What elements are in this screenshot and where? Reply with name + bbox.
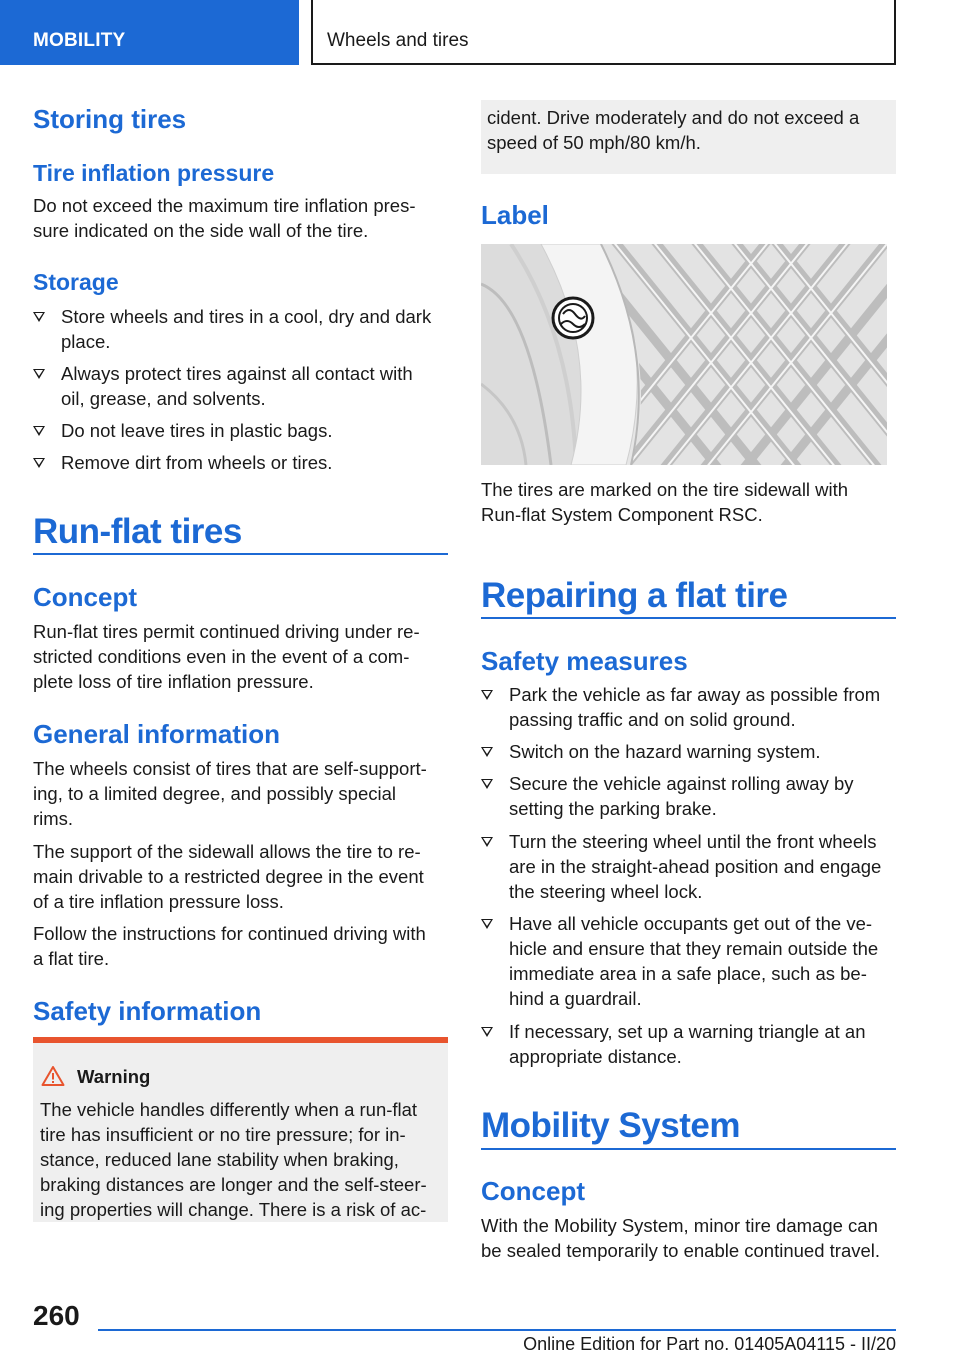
list-item <box>481 771 896 821</box>
concept-line: plete loss of tire inflation pressure. <box>33 671 314 692</box>
list-item-line: hind a guardrail. <box>509 988 642 1009</box>
list-item-line: hicle and ensure that they remain outside the <box>509 938 879 959</box>
concept-line: stricted conditions even in the event of a com- <box>33 646 410 667</box>
bullet-triangle-icon <box>481 837 493 847</box>
list-item-line: are in the straight-ahead position and engage <box>509 856 882 877</box>
safety-info-heading: Safety information <box>33 996 262 1026</box>
bullet-triangle-icon <box>481 919 493 929</box>
mobility-concept-heading: Concept <box>481 1176 585 1206</box>
general-line: ing, to a limited degree, and possibly special <box>33 783 397 804</box>
general-info-heading: General information <box>33 719 281 749</box>
warning-label: Warning <box>77 1066 151 1087</box>
section-rule <box>481 1148 896 1150</box>
warning-line: The vehicle handles differently when a run-flat <box>40 1099 418 1120</box>
tire-pressure-line-1: Do not exceed the maximum tire inflation pres- <box>33 195 416 216</box>
list-item-line: If necessary, set up a warning triangle at an <box>509 1021 866 1042</box>
list-item-line: passing traffic and on solid ground. <box>509 709 796 730</box>
list-item <box>481 1019 896 1069</box>
list-item-line: Switch on the hazard warning system. <box>509 741 821 762</box>
list-item <box>481 739 896 764</box>
general-line: rims. <box>33 808 74 829</box>
footer-rule <box>98 1329 896 1331</box>
list-item <box>481 682 896 732</box>
list-item-line: Store wheels and tires in a cool, dry and dark <box>61 306 432 327</box>
general-line: The support of the sidewall allows the tire to re- <box>33 841 421 862</box>
header-chapter-label: Wheels and tires <box>327 30 469 51</box>
header-chapter-box <box>311 0 896 65</box>
bullet-triangle-icon <box>481 747 493 757</box>
label-line: The tires are marked on the tire sidewall with <box>481 479 849 500</box>
repair-flat-heading: Repairing a flat tire <box>481 576 788 615</box>
warning-line: ing properties will change. There is a risk of ac- <box>40 1199 427 1220</box>
warning-line: speed of 50 mph/80 km/h. <box>487 132 701 153</box>
mobility-system-heading: Mobility System <box>481 1106 740 1145</box>
tire-rsc-illustration <box>481 244 887 465</box>
list-item <box>33 418 448 443</box>
concept-heading: Concept <box>33 582 137 612</box>
bullet-triangle-icon <box>481 690 493 700</box>
bullet-triangle-icon <box>33 369 45 379</box>
general-line: Follow the instructions for continued driving with <box>33 923 426 944</box>
list-item <box>33 450 448 475</box>
warning-line: stance, reduced lane stability when braking, <box>40 1149 399 1170</box>
list-item <box>481 829 896 904</box>
list-item-line: Have all vehicle occupants get out of the ve- <box>509 913 873 934</box>
section-rule <box>481 617 896 619</box>
bullet-triangle-icon <box>481 779 493 789</box>
list-item <box>33 304 448 354</box>
footer-edition: Online Edition for Part no. 01405A04115 - II/20 <box>523 1334 896 1354</box>
list-item-line: Always protect tires against all contact with <box>61 363 413 384</box>
label-heading: Label <box>481 200 549 230</box>
storage-heading: Storage <box>33 269 119 295</box>
tire-pressure-heading: Tire inflation pressure <box>33 160 275 186</box>
list-item-line: Park the vehicle as far away as possible from <box>509 684 881 705</box>
list-item <box>33 361 448 411</box>
list-item <box>481 911 896 1011</box>
warning-line: tire has insufficient or no tire pressure; for in- <box>40 1124 406 1145</box>
label-line: Run-flat System Component RSC. <box>481 504 763 525</box>
list-item-line: the steering wheel lock. <box>509 881 703 902</box>
warning-triangle-icon <box>41 1065 65 1087</box>
header-section-label: MOBILITY <box>33 30 126 51</box>
storing-tires-heading: Storing tires <box>33 104 187 134</box>
general-line: of a tire inflation pressure loss. <box>33 891 284 912</box>
list-item-line: Secure the vehicle against rolling away by <box>509 773 854 794</box>
list-item-line: Turn the steering wheel until the front wheels <box>509 831 877 852</box>
run-flat-heading: Run-flat tires <box>33 512 242 551</box>
tire-pressure-line-2: sure indicated on the side wall of the tire. <box>33 220 369 241</box>
safety-measures-heading: Safety measures <box>481 646 688 676</box>
list-item-line: appropriate distance. <box>509 1046 682 1067</box>
section-rule <box>33 553 448 555</box>
general-line: a flat tire. <box>33 948 110 969</box>
mobility-concept-line: With the Mobility System, minor tire damage can <box>481 1215 878 1236</box>
bullet-triangle-icon <box>33 458 45 468</box>
concept-line: Run-flat tires permit continued driving under re- <box>33 621 420 642</box>
list-item-line: Remove dirt from wheels or tires. <box>61 452 333 473</box>
page-number: 260 <box>33 1300 80 1331</box>
warning-line: cident. Drive moderately and do not exceed a <box>487 107 860 128</box>
list-item-line: setting the parking brake. <box>509 798 717 819</box>
list-item-line: place. <box>61 331 111 352</box>
warning-box <box>33 1043 448 1222</box>
warning-box-continued <box>481 100 896 174</box>
bullet-triangle-icon <box>33 312 45 322</box>
bullet-triangle-icon <box>481 1027 493 1037</box>
mobility-concept-line: be sealed temporarily to enable continued travel. <box>481 1240 881 1261</box>
list-item-line: Do not leave tires in plastic bags. <box>61 420 333 441</box>
general-line: main drivable to a restricted degree in the event <box>33 866 424 887</box>
warning-line: braking distances are longer and the self-steer- <box>40 1174 427 1195</box>
list-item-line: immediate area in a safe place, such as be- <box>509 963 867 984</box>
bullet-triangle-icon <box>33 426 45 436</box>
general-line: The wheels consist of tires that are self-support- <box>33 758 427 779</box>
list-item-line: oil, grease, and solvents. <box>61 388 266 409</box>
header-section-tab <box>0 0 299 65</box>
